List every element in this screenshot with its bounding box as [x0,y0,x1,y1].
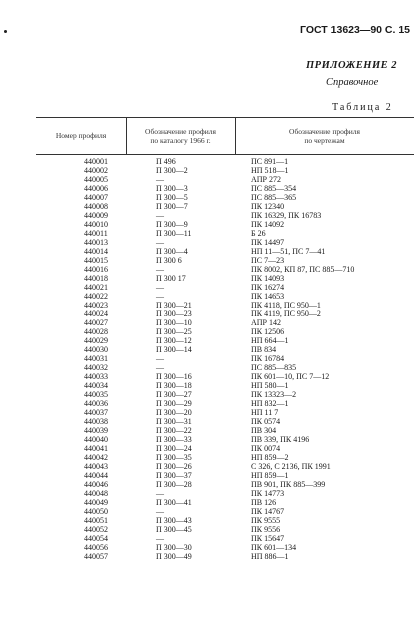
table-row [0,417,420,426]
cell-drawings: ПВ 339, ПК 4196 [251,435,310,445]
cell-profile-number: 440005 [84,174,108,184]
cell-drawings: НП 664—1 [251,336,289,346]
cell-profile-number: 440013 [84,237,108,247]
cell-profile-number: 440018 [84,273,108,283]
table-row [0,543,420,552]
table-row [0,516,420,525]
cell-profile-number: 440057 [84,551,108,561]
cell-profile-number: 440049 [84,497,108,507]
cell-catalog-1966: П 300—23 [156,309,192,319]
table-row [0,390,420,399]
cell-drawings: ПК 14767 [251,506,285,516]
cell-catalog-1966: П 300—22 [156,426,192,436]
cell-profile-number: 440015 [84,255,108,265]
table-row [0,426,420,435]
cell-catalog-1966: П 300—16 [156,372,192,382]
cell-profile-number: 440022 [84,291,108,301]
cell-profile-number: 440040 [84,435,108,445]
cell-drawings: ПК 601—10, ПС 7—12 [251,372,330,382]
cell-profile-number: 440056 [84,542,108,552]
cell-catalog-1966: — [156,354,164,364]
cell-drawings: ПК 14093 [251,273,285,283]
table-row [0,399,420,408]
cell-profile-number: 440050 [84,506,108,516]
cell-drawings: ПК 8002, КП 87, ПС 885—710 [251,264,355,274]
cell-drawings: ПК 9556 [251,524,281,534]
cell-profile-number: 440033 [84,372,108,382]
cell-catalog-1966: П 300—14 [156,345,192,355]
cell-catalog-1966: П 300—41 [156,497,192,507]
cell-drawings: ПК 0574 [251,417,281,427]
cell-profile-number: 440007 [84,192,108,202]
table-row [0,327,420,336]
cell-profile-number: 440011 [84,228,108,238]
cell-drawings: НП 832—1 [251,399,289,409]
cell-drawings: ПК 14497 [251,237,285,247]
cell-drawings: НП 886—1 [251,551,289,561]
table-row [0,309,420,318]
cell-profile-number: 440037 [84,408,108,418]
cell-profile-number: 440032 [84,363,108,373]
table-row [0,274,420,283]
cell-profile-number: 440009 [84,210,108,220]
table-row [0,372,420,381]
cell-drawings: ПВ 901, ПК 885—399 [251,479,326,489]
cell-catalog-1966: П 300 17 [156,273,186,283]
cell-catalog-1966: П 300—43 [156,515,192,525]
cell-profile-number: 440010 [84,219,108,229]
table-row [0,220,420,229]
table-row [0,202,420,211]
cell-profile-number: 440027 [84,318,108,328]
table-header-rule [36,154,414,155]
cell-catalog-1966: П 300—20 [156,408,192,418]
cell-drawings: ПК 16784 [251,354,285,364]
cell-drawings: ПК 12506 [251,327,285,337]
table-row [0,247,420,256]
table-row [0,498,420,507]
table-row [0,525,420,534]
cell-drawings: ПС 885—354 [251,183,297,193]
cell-catalog-1966: — [156,264,164,274]
cell-catalog-1966: П 300—35 [156,452,192,462]
cell-catalog-1966: П 300—2 [156,165,188,175]
table-row [0,256,420,265]
cell-catalog-1966: П 300—28 [156,479,192,489]
cell-drawings: НП 11—51, ПС 7—41 [251,246,326,256]
cell-drawings: С 326, С 2136, ПК 1991 [251,461,331,471]
cell-drawings: ПК 15647 [251,533,285,543]
cell-profile-number: 440002 [84,165,108,175]
page-dot-mark [4,30,7,33]
cell-catalog-1966: П 300—33 [156,435,192,445]
cell-profile-number: 440030 [84,345,108,355]
table-label: Таблица 2 [332,102,393,113]
table-row [0,301,420,310]
cell-drawings: ПК 14092 [251,219,285,229]
cell-drawings: ПВ 126 [251,497,277,507]
table-row [0,229,420,238]
table-row [0,435,420,444]
table-row [0,489,420,498]
cell-catalog-1966: П 300—9 [156,219,188,229]
cell-profile-number: 440001 [84,157,108,166]
cell-profile-number: 440021 [84,282,108,292]
cell-catalog-1966: П 300—26 [156,461,192,471]
table-row [0,462,420,471]
table-row [0,318,420,327]
cell-catalog-1966: П 300—37 [156,470,192,480]
table-row [0,166,420,175]
cell-catalog-1966: П 300—11 [156,228,192,238]
cell-profile-number: 440029 [84,336,108,346]
cell-catalog-1966: П 300—4 [156,246,188,256]
table-row [0,184,420,193]
cell-drawings: ПК 0074 [251,444,281,453]
column-header-drawings: Обозначение профиля по чертежам [289,126,360,145]
cell-catalog-1966: П 300—49 [156,551,192,561]
cell-catalog-1966: П 300—12 [156,336,192,346]
cell-drawings: ПВ 304 [251,426,277,436]
cell-drawings: ПС 7—23 [251,255,285,265]
cell-drawings: НП 518—1 [251,165,289,175]
cell-drawings: ПК 16329, ПК 16783 [251,210,322,220]
cell-profile-number: 440044 [84,470,108,480]
cell-profile-number: 440039 [84,426,108,436]
cell-catalog-1966: П 300—45 [156,524,192,534]
table-row [0,175,420,184]
cell-catalog-1966: П 300—3 [156,183,188,193]
cell-drawings: ПС 885—835 [251,363,297,373]
cell-catalog-1966: П 300—30 [156,542,192,552]
cell-catalog-1966: П 300—31 [156,417,192,427]
cell-drawings: Б 26 [251,228,266,238]
table-row [0,552,420,561]
cell-catalog-1966: П 300—7 [156,201,188,211]
cell-catalog-1966: — [156,363,164,373]
cell-catalog-1966: П 300—5 [156,192,188,202]
table-row [0,211,420,220]
cell-profile-number: 440008 [84,201,108,211]
column-header-catalog-1966: Обозначение профиля по каталогу 1966 г. [145,126,216,145]
cell-catalog-1966: — [156,210,164,220]
cell-profile-number: 440016 [84,264,108,274]
cell-drawings: ПВ 834 [251,345,277,355]
table-row [0,480,420,489]
table-row [0,471,420,480]
table-body [0,157,420,561]
cell-profile-number: 440031 [84,354,108,364]
table-row [0,453,420,462]
cell-profile-number: 440051 [84,515,108,525]
appendix-title: ПРИЛОЖЕНИЕ 2 [306,60,397,71]
cell-profile-number: 440038 [84,417,108,427]
cell-drawings: АПР 272 [251,174,282,184]
cell-profile-number: 440042 [84,452,108,462]
table-row [0,345,420,354]
cell-drawings: ПК 9555 [251,515,281,525]
cell-drawings: ПК 4118, ПС 950—1 [251,300,321,310]
cell-drawings: АПР 142 [251,318,282,328]
cell-drawings: НП 859—2 [251,452,289,462]
table-row [0,363,420,372]
cell-drawings: ПК 13323—2 [251,390,297,400]
cell-catalog-1966: — [156,237,164,247]
cell-drawings: НП 580—1 [251,381,289,391]
table-row [0,534,420,543]
cell-profile-number: 440024 [84,309,108,319]
table-row [0,408,420,417]
table-row [0,265,420,274]
cell-catalog-1966: П 300—24 [156,444,192,453]
cell-drawings: ПС 891—1 [251,157,289,166]
cell-catalog-1966: П 300—18 [156,381,192,391]
cell-profile-number: 440035 [84,390,108,400]
cell-profile-number: 440043 [84,461,108,471]
cell-drawings: НП 859—1 [251,470,289,480]
table-row [0,193,420,202]
cell-catalog-1966: — [156,506,164,516]
cell-profile-number: 440006 [84,183,108,193]
cell-profile-number: 440023 [84,300,108,310]
cell-drawings: ПК 16274 [251,282,285,292]
cell-profile-number: 440036 [84,399,108,409]
cell-catalog-1966: — [156,488,164,498]
cell-catalog-1966: — [156,291,164,301]
cell-catalog-1966: П 300—10 [156,318,192,328]
reference-label: Справочное [326,77,379,88]
table-row [0,283,420,292]
cell-profile-number: 440046 [84,479,108,489]
cell-profile-number: 440052 [84,524,108,534]
cell-catalog-1966: П 300—21 [156,300,192,310]
cell-drawings: НП 11 7 [251,408,279,418]
table-row [0,292,420,301]
column-header-profile-number: Номер профиля [55,131,107,140]
cell-catalog-1966: П 300—27 [156,390,192,400]
table-row [0,336,420,345]
cell-profile-number: 440014 [84,246,108,256]
cell-drawings: ПС 885—365 [251,192,297,202]
cell-profile-number: 440048 [84,488,108,498]
cell-catalog-1966: — [156,282,164,292]
table-row [0,354,420,363]
cell-catalog-1966: П 300—25 [156,327,192,337]
cell-catalog-1966: П 496 [156,157,176,166]
standard-header: ГОСТ 13623—90 С. 15 [300,24,411,36]
cell-catalog-1966: — [156,533,164,543]
cell-catalog-1966: — [156,174,164,184]
cell-drawings: ПК 14653 [251,291,285,301]
cell-catalog-1966: П 300—29 [156,399,192,409]
cell-profile-number: 440054 [84,533,108,543]
cell-drawings: ПК 12340 [251,201,285,211]
cell-drawings: ПК 601—134 [251,542,297,552]
cell-drawings: ПК 4119, ПС 950—2 [251,309,321,319]
cell-profile-number: 440034 [84,381,108,391]
cell-drawings: ПК 14773 [251,488,285,498]
table-row [0,238,420,247]
table-row [0,381,420,390]
cell-profile-number: 440028 [84,327,108,337]
table-row [0,444,420,453]
cell-profile-number: 440041 [84,444,108,453]
table-row [0,507,420,516]
table-row [0,157,420,166]
cell-catalog-1966: П 300 6 [156,255,182,265]
